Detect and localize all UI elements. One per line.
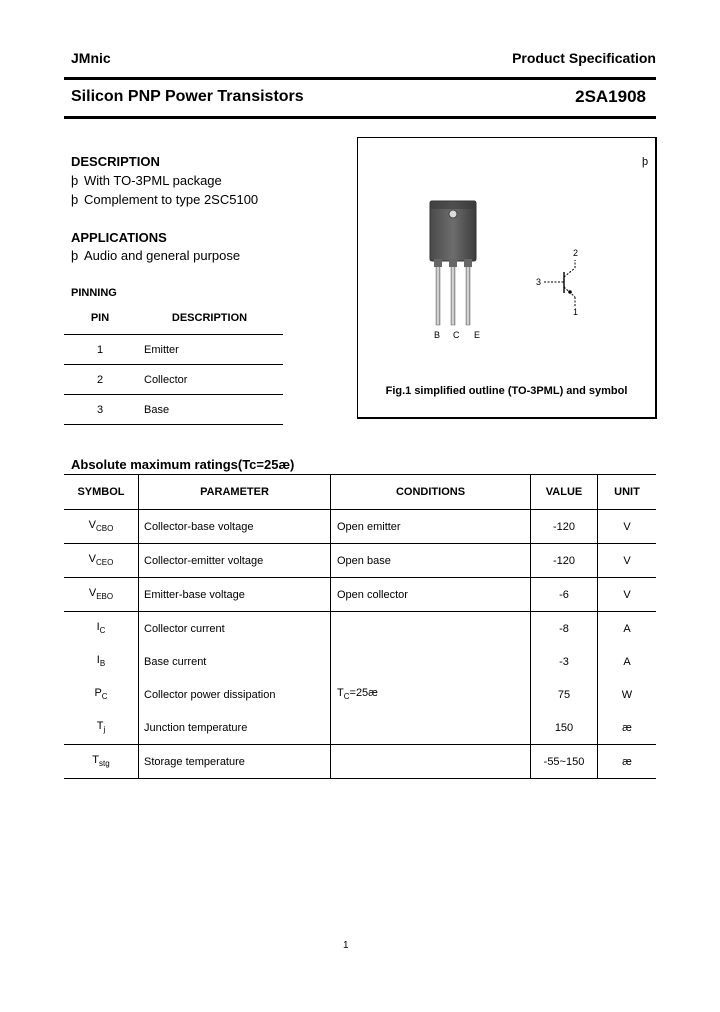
lead-label-e: E	[474, 330, 481, 340]
lead-label-b: B	[434, 330, 441, 340]
value-column-header: VALUE	[531, 475, 598, 510]
doc-title: Silicon PNP Power Transistors	[71, 88, 304, 105]
parameter-column-header: PARAMETER	[139, 475, 331, 510]
description-item: þ Complement to type 2SC5100	[71, 192, 259, 207]
bullet-icon: þ	[71, 192, 79, 207]
bullet-icon: þ	[71, 173, 79, 188]
symbol-pin-1: 1	[573, 307, 579, 317]
symbol-pin-3: 3	[536, 277, 542, 287]
table-row: $T_j$ Junction temperature 150 æ	[64, 711, 656, 745]
figure-box	[357, 137, 657, 419]
table-row: $V_{EBO}$ Emitter-base voltage Open collector -6 V	[64, 578, 656, 612]
ratings-table	[64, 474, 656, 779]
title-rule	[64, 116, 656, 119]
table-row: $P_C$ Collector power dissipation $T_C=25æ$ 75 W	[64, 678, 656, 711]
ratings-title: Absolute maximum ratings(Tc=25æ)	[71, 457, 295, 472]
figure-caption: Fig.1 simplified outline (TO-3PML) and symbol	[385, 385, 628, 397]
description-item: þ With TO-3PML package	[71, 173, 222, 188]
table-row: $V_{CBO}$ Collector-base voltage Open emitter -120 V	[64, 510, 656, 544]
table-row: $I_C$ Collector current -8 A	[64, 612, 656, 646]
part-number: 2SA1908	[575, 87, 646, 106]
header-rule	[64, 77, 656, 80]
table-row: 2 Collector	[64, 365, 283, 395]
table-row: 3 Base	[64, 395, 283, 425]
symbol-pin-2: 2	[573, 248, 579, 258]
bullet-icon: þ	[71, 248, 79, 263]
pinning-heading: PINNING	[71, 287, 117, 299]
lead-label-c: C	[453, 330, 460, 340]
applications-heading: APPLICATIONS	[71, 230, 167, 245]
description-column-header: DESCRIPTION	[136, 302, 283, 335]
pin-column-header: PIN	[64, 302, 136, 335]
applications-item: þ Audio and general purpose	[71, 248, 241, 263]
table-row: $I_B$ Base current -3 A	[64, 645, 656, 678]
table-row: $T_{stg}$ Storage temperature -55~150 æ	[64, 745, 656, 779]
company-name: JMnic	[71, 50, 111, 66]
table-row: $V_{CEO}$ Collector-emitter voltage Open base -120 V	[64, 544, 656, 578]
pinning-table	[64, 302, 283, 425]
corner-mark: þ	[642, 156, 649, 168]
page-number: 1	[343, 940, 349, 951]
symbol-column-header: SYMBOL	[64, 475, 139, 510]
table-row: 1 Emitter	[64, 335, 283, 365]
doc-type: Product Specification	[512, 50, 656, 66]
pnp-transistor-symbol-icon	[540, 255, 590, 315]
unit-column-header: UNIT	[598, 475, 657, 510]
description-heading: DESCRIPTION	[71, 154, 160, 169]
conditions-column-header: CONDITIONS	[331, 475, 531, 510]
to3pml-package-outline	[420, 195, 500, 335]
